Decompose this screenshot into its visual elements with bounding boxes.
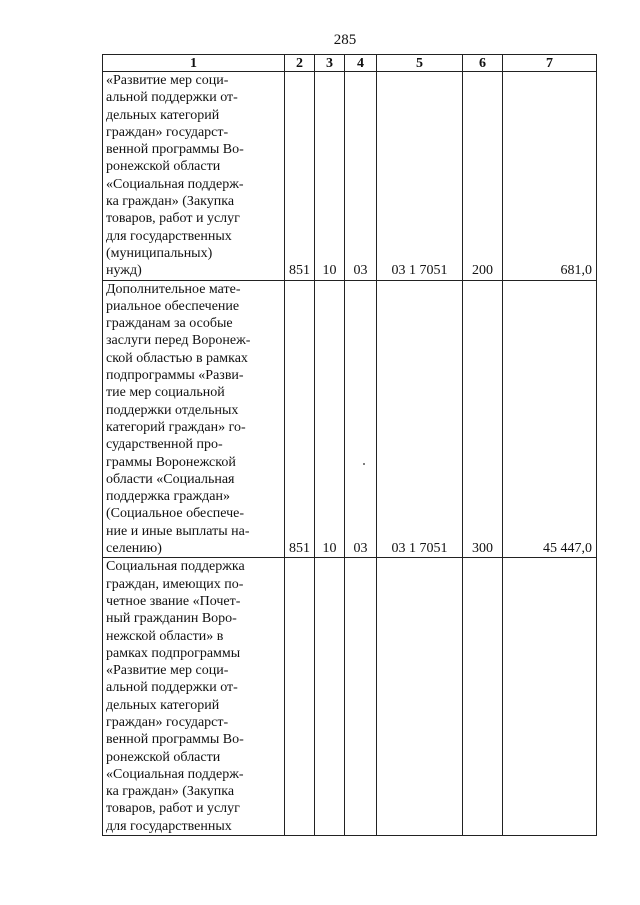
description-line: товаров, работ и услуг (106, 801, 240, 817)
description-line: селению) (106, 541, 162, 557)
ministry-code-cell: 851 (285, 280, 315, 558)
description-line: венной программы Во- (106, 732, 244, 748)
description-line: Социальная поддержка (106, 559, 245, 575)
column-header-6: 6 (463, 55, 503, 72)
description-line: дельных категорий (106, 697, 220, 713)
description-line: ка граждан» (Закупка (106, 194, 235, 210)
description-line: «Развитие мер соци- (106, 663, 229, 679)
description-line: ронежской области (106, 159, 221, 175)
budget-table (102, 54, 597, 836)
description-line: граждан» государст- (106, 124, 229, 140)
description-line: поддержка граждан» (106, 489, 230, 505)
column-header-3: 3 (315, 55, 345, 72)
column-header-4: 4 (345, 55, 377, 72)
section-code-cell: 10 (315, 72, 345, 281)
description-line: ка граждан» (Закупка (106, 784, 235, 800)
description-line: венной программы Во- (106, 142, 244, 158)
ministry-code-cell (285, 558, 315, 836)
description-line: категорий граждан» го- (106, 419, 246, 435)
description-line: нежской области» в (106, 628, 224, 644)
ministry-code-cell: 851 (285, 72, 315, 281)
description-line: «Развитие мер соци- (106, 73, 229, 88)
description-line: ронежской области (106, 749, 221, 765)
description-line: альной поддержки от- (106, 90, 238, 106)
description-line: четное звание «Почет- (106, 593, 241, 609)
target-article-cell: 03 1 7051 (377, 280, 463, 558)
scan-speck (363, 463, 365, 465)
column-header-1: 1 (103, 55, 285, 72)
table-row (103, 72, 597, 281)
amount-cell (503, 558, 597, 836)
description-line: для государственных (106, 228, 232, 244)
description-line: (муниципальных) (106, 245, 213, 261)
description-line: поддержки отдельных (106, 402, 239, 418)
row-description (103, 72, 285, 281)
description-line: риальное обеспечение (106, 298, 240, 314)
amount-cell: 45 447,0 (503, 280, 597, 558)
target-article-cell (377, 558, 463, 836)
table-row (103, 558, 597, 836)
description-line: «Социальная поддерж- (106, 176, 244, 192)
column-header-2: 2 (285, 55, 315, 72)
description-line: области «Социальная (106, 471, 235, 487)
description-line: гражданам за особые (106, 316, 233, 332)
table-row (103, 280, 597, 558)
description-line: (Социальное обеспече- (106, 506, 245, 522)
description-line: для государственных (106, 818, 232, 834)
description-line: граждан» государст- (106, 714, 229, 730)
column-header-5: 5 (377, 55, 463, 72)
expense-type-cell: 200 (463, 72, 503, 281)
section-code-cell: 10 (315, 280, 345, 558)
description-line: тие мер социальной (106, 385, 225, 401)
description-line: ние и иные выплаты на- (106, 523, 250, 539)
description-line: дельных категорий (106, 107, 220, 123)
subsection-code-cell (345, 558, 377, 836)
description-line: граждан, имеющих по- (106, 576, 244, 592)
expense-type-cell (463, 558, 503, 836)
description-line: граммы Воронежской (106, 454, 236, 470)
description-line: сударственной про- (106, 437, 223, 453)
description-line: «Социальная поддерж- (106, 766, 244, 782)
page-number: 285 (333, 32, 357, 48)
amount-cell: 681,0 (503, 72, 597, 281)
description-line: альной поддержки от- (106, 680, 238, 696)
description-line: ской областью в рамках (106, 350, 248, 366)
column-header-7: 7 (503, 55, 597, 72)
description-line: нужд) (106, 263, 142, 279)
description-line: рамках подпрограммы (106, 645, 241, 661)
target-article-cell: 03 1 7051 (377, 72, 463, 281)
description-line: Дополнительное мате- (106, 281, 241, 297)
expense-type-cell: 300 (463, 280, 503, 558)
description-line: товаров, работ и услуг (106, 211, 240, 227)
subsection-code-cell: 03 (345, 280, 377, 558)
row-description (103, 280, 285, 558)
subsection-code-cell: 03 (345, 72, 377, 281)
section-code-cell (315, 558, 345, 836)
description-line: ный гражданин Воро- (106, 611, 237, 627)
description-line: заслуги перед Воронеж- (106, 333, 251, 349)
description-line: подпрограммы «Разви- (106, 368, 244, 384)
row-description (103, 558, 285, 836)
table-header-row (103, 55, 597, 72)
